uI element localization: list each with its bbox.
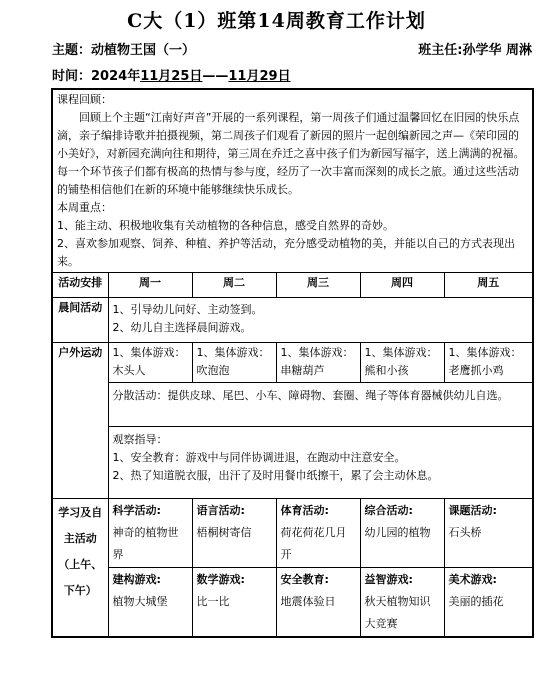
activity-title: 益智游戏: — [364, 573, 413, 586]
time-row — [52, 65, 532, 84]
learning-label-line: 主活动 — [63, 532, 97, 545]
activity-title: 体育活动: — [280, 504, 329, 517]
outdoor-game-title: 1、集体游戏： — [112, 346, 186, 359]
day-monday: 周一 — [108, 273, 192, 298]
learning-label-line: 下午） — [63, 584, 97, 597]
activity-name: 幼儿园的植物 — [364, 526, 431, 539]
morning-line-2: 2、幼儿自主选择晨间游戏。 — [112, 321, 252, 334]
outdoor-game-friday — [444, 343, 533, 383]
time-label: 时间： — [52, 69, 92, 84]
outdoor-game-title: 1、集体游戏： — [448, 346, 522, 359]
activity-title: 科学活动: — [112, 504, 161, 517]
activity-name: 植物大城堡 — [112, 595, 168, 608]
review-cell — [52, 89, 533, 273]
activity-name: 秋天植物知识大竞赛 — [364, 595, 431, 630]
learning-thursday-1 — [360, 499, 444, 568]
theme-value: 动植物王国（一） — [91, 43, 196, 58]
outdoor-game-name: 吹泡泡 — [196, 364, 230, 377]
focus-heading: 本周重点： — [57, 201, 112, 214]
focus-item-1: 1、能主动、积极地收集有关动植物的各种信息，感受自然界的奇妙。 — [57, 219, 394, 232]
outdoor-game-wednesday — [276, 343, 360, 383]
teachers — [418, 39, 532, 58]
time-end: 11月29日 — [228, 69, 291, 84]
learning-label-line: 学习及自 — [58, 506, 103, 519]
activity-title: 安全教育: — [280, 573, 329, 586]
learning-label — [52, 499, 108, 638]
time-year: 2024年 — [91, 69, 141, 84]
review-heading: 课程回顾： — [57, 93, 112, 106]
time-separator: —— — [202, 69, 229, 84]
learning-friday-2 — [444, 568, 533, 638]
learning-friday-1 — [444, 499, 533, 568]
day-friday: 周五 — [444, 273, 533, 298]
schedule-header: 活动安排 — [52, 273, 108, 298]
observe-heading: 观察指导： — [112, 433, 168, 446]
observe-line-2: 2、热了知道脱衣服，出汗了及时用餐巾纸擦干，累了会主动休息。 — [112, 469, 439, 482]
activity-title: 数学游戏: — [196, 573, 245, 586]
morning-content — [108, 298, 533, 343]
learning-label-line: （上午、 — [58, 558, 103, 571]
outdoor-split-activity: 分散活动：提供皮球、尾巴、小车、障碍物、套圈、绳子等体育器械供幼儿自选。 — [108, 383, 533, 427]
activity-title: 课题活动: — [448, 504, 497, 517]
outdoor-game-title: 1、集体游戏： — [196, 346, 270, 359]
outdoor-game-name: 木头人 — [112, 364, 146, 377]
outdoor-game-monday — [108, 343, 192, 383]
activity-title: 语言活动: — [196, 504, 245, 517]
observe-line-1: 1、安全教育：游戏中与同伴协调进退，在跑动中注意安全。 — [112, 451, 406, 464]
morning-line-1: 1、引导幼儿问好、主动签到。 — [112, 303, 263, 316]
page-title: C大（1）班第14周教育工作计划 — [127, 10, 426, 32]
activity-name: 比一比 — [196, 595, 230, 608]
review-text: 回顾上个主题“江南好声音”开展的一系列课程，第一周孩子们通过温馨回忆在旧园的快乐点滴，亲子编排诗歌并拍摄视频，第二周孩子们观看了新园的照片一起创编新园之声—《荣印园的小美好》，对新园充满向往和期待，第三周在乔迁之喜中孩子们为新园写福字，送上满满的祝福。每一个环节孩子们都有极高的热情与参与度，经历了一次丰富而深刻的成长之旅。通过这些活动的铺垫相信他们在新的环境中能够继续快乐成长。 — [57, 111, 525, 196]
plan-table — [51, 88, 534, 638]
activity-title: 综合活动: — [364, 504, 413, 517]
theme-label: 主题： — [52, 43, 92, 58]
activity-name: 神奇的植物世界 — [112, 526, 179, 561]
learning-monday-1 — [108, 499, 192, 568]
learning-tuesday-1 — [192, 499, 276, 568]
activity-name: 美丽的插花 — [448, 595, 504, 608]
theme-row — [52, 39, 532, 58]
time-start: 11月25日 — [140, 69, 203, 84]
activity-name: 梧桐树寄信 — [196, 526, 252, 539]
learning-thursday-2 — [360, 568, 444, 638]
learning-tuesday-2 — [192, 568, 276, 638]
day-thursday: 周四 — [360, 273, 444, 298]
outdoor-game-title: 1、集体游戏： — [280, 346, 354, 359]
outdoor-game-name: 串糖葫芦 — [280, 364, 325, 377]
morning-label: 晨间活动 — [52, 298, 108, 343]
learning-wednesday-1 — [276, 499, 360, 568]
outdoor-game-title: 1、集体游戏： — [364, 346, 438, 359]
outdoor-game-tuesday — [192, 343, 276, 383]
teachers-label: 班主任: — [418, 43, 463, 58]
activity-title: 建构游戏: — [112, 573, 161, 586]
outdoor-game-name: 老鹰抓小鸡 — [448, 364, 504, 377]
day-wednesday: 周三 — [276, 273, 360, 298]
activity-title: 美术游戏: — [448, 573, 497, 586]
teachers-value: 孙学华 周淋 — [462, 43, 532, 58]
outdoor-observation — [108, 427, 533, 499]
learning-monday-2 — [108, 568, 192, 638]
learning-wednesday-2 — [276, 568, 360, 638]
outdoor-game-thursday — [360, 343, 444, 383]
focus-item-2: 2、喜欢参加观察、饲养、种植、养护等活动，充分感受动植物的美，并能以自己的方式表现出来。 — [57, 237, 515, 268]
activity-name: 荷花荷花几月开 — [280, 526, 347, 561]
activity-name: 地震体验日 — [280, 595, 336, 608]
outdoor-label: 户外运动 — [52, 343, 108, 499]
day-tuesday: 周二 — [192, 273, 276, 298]
outdoor-game-name: 熊和小孩 — [364, 364, 409, 377]
activity-name: 石头桥 — [448, 526, 482, 539]
